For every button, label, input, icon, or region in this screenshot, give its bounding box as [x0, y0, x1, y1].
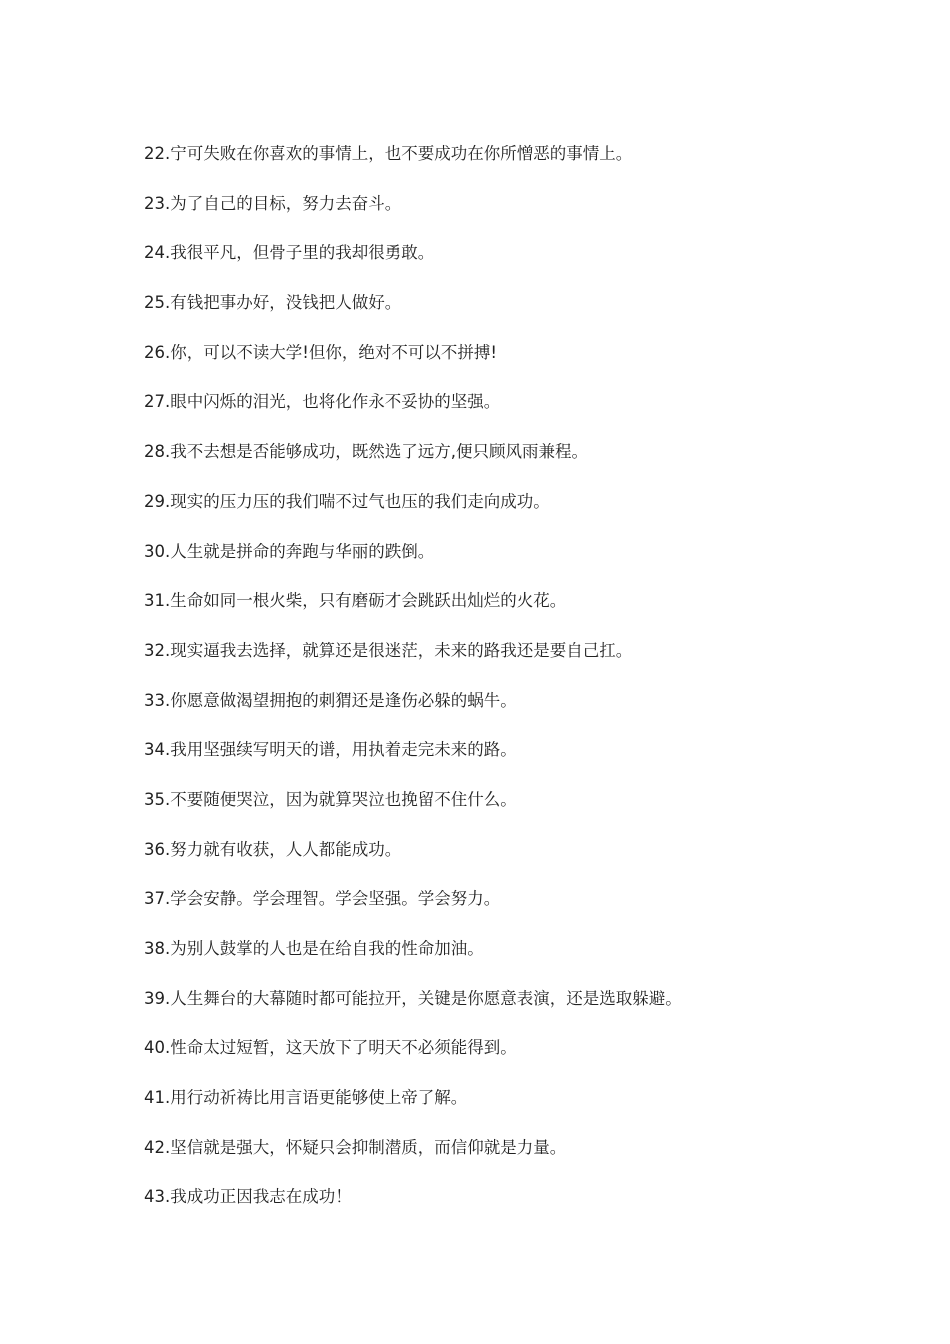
quote-line-24: 24.我很平凡，但骨子里的我却很勇敢。 — [144, 243, 435, 263]
quote-line-40: 40.性命太过短暂，这天放下了明天不必须能得到。 — [144, 1038, 517, 1058]
quote-line-25: 25.有钱把事办好，没钱把人做好。 — [144, 293, 402, 313]
quote-line-33: 33.你愿意做渴望拥抱的刺猬还是逢伤必躲的蜗牛。 — [144, 690, 517, 710]
quote-line-26: 26.你，可以不读大学!但你，绝对不可以不拼搏! — [144, 342, 497, 362]
quote-line-22: 22.宁可失败在你喜欢的事情上，也不要成功在你所憎恶的事情上。 — [144, 144, 633, 163]
quote-list — [144, 141, 884, 1234]
quote-line-34: 34.我用坚强续写明天的谱，用执着走完未来的路。 — [144, 740, 517, 760]
quote-line-42: 42.坚信就是强大，怀疑只会抑制潜质，而信仰就是力量。 — [144, 1137, 567, 1157]
quote-line-41: 41.用行动祈祷比用言语更能够使上帝了解。 — [144, 1088, 468, 1108]
quote-line-28: 28.我不去想是否能够成功，既然选了远方,便只顾风雨兼程。 — [144, 442, 588, 462]
quote-line-35: 35.不要随便哭泣，因为就算哭泣也挽留不住什么。 — [144, 789, 517, 809]
quote-line-36: 36.努力就有收获，人人都能成功。 — [144, 839, 402, 859]
quote-line-30: 30.人生就是拼命的奔跑与华丽的跌倒。 — [144, 541, 435, 561]
quote-line-37: 37.学会安静。学会理智。学会坚强。学会努力。 — [144, 889, 501, 909]
quote-line-43: 43.我成功正因我志在成功！ — [144, 1187, 352, 1207]
quote-line-29: 29.现实的压力压的我们喘不过气也压的我们走向成功。 — [144, 491, 550, 511]
quote-line-39: 39.人生舞台的大幕随时都可能拉开，关键是你愿意表演，还是选取躲避。 — [144, 988, 682, 1008]
quote-line-27: 27.眼中闪烁的泪光，也将化作永不妥协的坚强。 — [144, 392, 501, 412]
quote-line-31: 31.生命如同一根火柴，只有磨砺才会跳跃出灿烂的火花。 — [144, 591, 567, 611]
quote-line-32: 32.现实逼我去选择，就算还是很迷茫，未来的路我还是要自己扛。 — [144, 640, 633, 660]
quote-line-23: 23.为了自己的目标，努力去奋斗。 — [144, 193, 402, 213]
quote-line-38: 38.为别人鼓掌的人也是在给自我的性命加油。 — [144, 939, 484, 958]
